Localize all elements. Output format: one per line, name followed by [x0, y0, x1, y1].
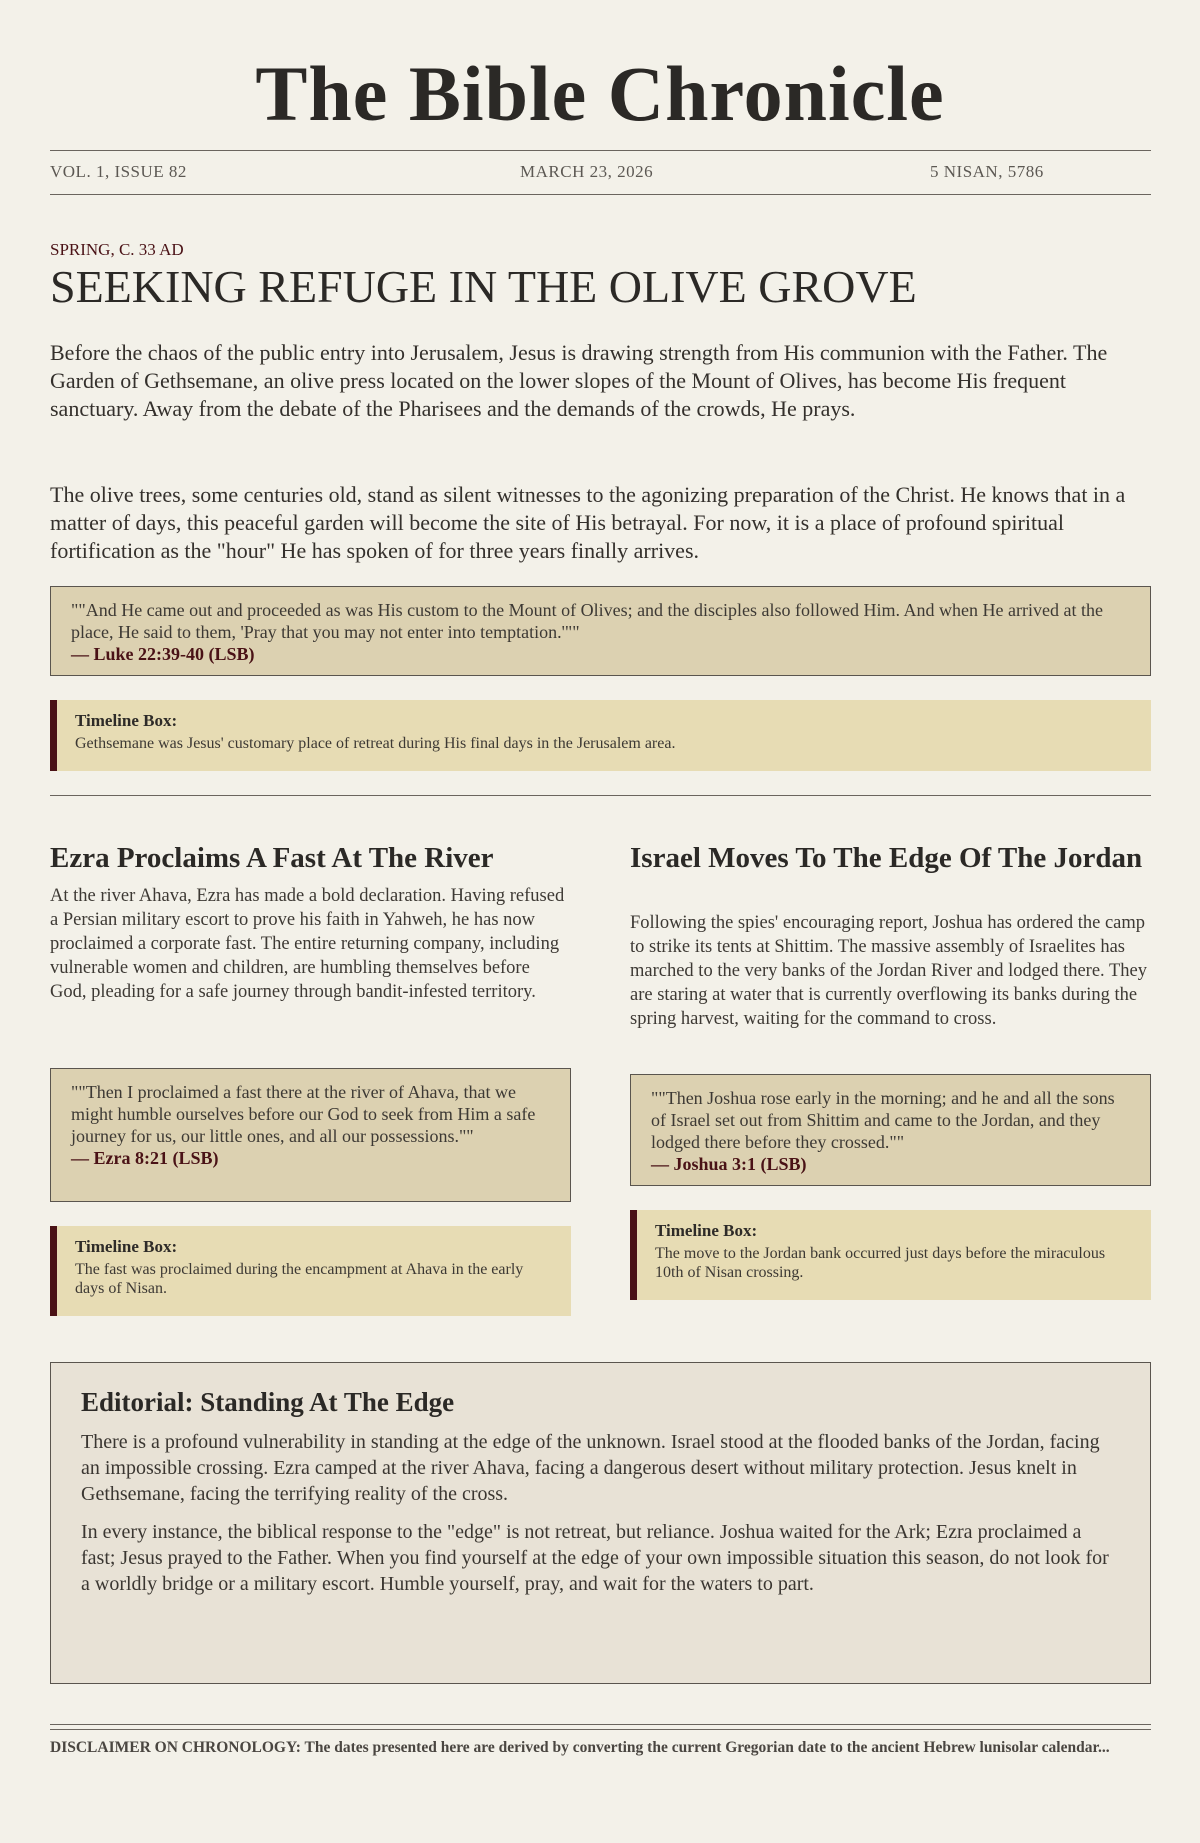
masthead-title: The Bible Chronicle	[255, 50, 945, 137]
quote-text: ""And He came out and proceeded as was His custom to the Mount of Olives; and the disciples also followed Him. And when He arrived at the place, He said to them, 'Pray that you may not enter into temptation.'""	[71, 600, 1103, 642]
joshua-scripture-quote	[630, 1074, 1151, 1186]
quote-reference: — Ezra 8:21 (LSB)	[71, 1148, 219, 1168]
timeline-label: Timeline Box:	[75, 711, 178, 730]
jordan-timeline-box	[630, 1210, 1151, 1300]
lead-timeline-box	[50, 700, 1151, 771]
chronology-disclaimer: DISCLAIMER ON CHRONOLOGY: The dates presented here are derived by converting the current Gregorian date to the ancient Hebrew lunisolar calendar...	[50, 1739, 1110, 1756]
quote-reference: — Luke 22:39-40 (LSB)	[71, 644, 255, 664]
publication-date: MARCH 23, 2026	[520, 162, 654, 181]
ezra-story-body: At the river Ahava, Ezra has made a bold declaration. Having refused a Persian military escort to prove his faith in Yahweh, he has now proclaimed a corporate fast. The entire returning company, including vulnerable women and children, are humbling themselves before God, pleading for a safe journey through bandit-infested territory.	[50, 886, 565, 1002]
jordan-story-body: Following the spies' encouraging report, Joshua has ordered the camp to strike its tents at Shittim. The massive assembly of Israelites has marched to the very banks of the Jordan River and lodged there. They are staring at water that is currently overflowing its banks during the spring harvest, waiting for the command to cross.	[630, 913, 1147, 1029]
timeline-text: The fast was proclaimed during the encampment at Ahava in the early days of Nisan.	[75, 1261, 524, 1297]
lead-scripture-quote	[50, 586, 1151, 676]
lead-headline: SEEKING REFUGE IN THE OLIVE GROVE	[50, 261, 917, 312]
issue-info-bar	[50, 162, 1151, 184]
masthead-top-rule	[50, 150, 1151, 151]
lead-paragraph-1: Before the chaos of the public entry into Jerusalem, Jesus is drawing strength from His communion with the Father. The Garden of Gethsemane, an olive press located on the lower slopes of the Mount of Olives, has become His frequent sanctuary. Away from the debate of the Pharisees and the demands of the crowds, He prays.	[50, 340, 1108, 421]
footer-rule-bottom	[50, 1729, 1151, 1730]
volume-issue: VOL. 1, ISSUE 82	[50, 162, 187, 181]
jordan-story-title: Israel Moves To The Edge Of The Jordan	[630, 842, 1143, 874]
quote-text: ""Then I proclaimed a fast there at the river of Ahava, that we might humble ourselves before our God to seek from Him a safe journey for us, our little ones, and all our possessions.""	[71, 1082, 536, 1146]
editorial-paragraph-2: In every instance, the biblical response to the "edge" is not retreat, but reliance. Joshua waited for the Ark; Ezra proclaimed a fast; Jesus prayed to the Father. When you find yourself at the edge of your own impossible situation this season, do not look for a worldly bridge or a military escort. Humble yourself, pray, and wait for the waters to part.	[81, 1521, 1109, 1595]
quote-reference: — Joshua 3:1 (LSB)	[651, 1154, 807, 1174]
quote-text: ""Then Joshua rose early in the morning; and he and all the sons of Israel set out from Shittim and came to the Jordan, and they lodged there before they crossed.""	[651, 1088, 1115, 1152]
section-divider	[50, 795, 1151, 796]
editorial-box	[50, 1362, 1151, 1684]
lead-paragraph-2: The olive trees, some centuries old, stand as silent witnesses to the agonizing preparation of the Christ. He knows that in a matter of days, this peaceful garden will become the site of His betrayal. For now, it is a place of profound spiritual fortification as the "hour" He has spoken of for three years finally arrives.	[50, 482, 1126, 563]
timeline-label: Timeline Box:	[655, 1221, 758, 1240]
lead-kicker: SPRING, C. 33 AD	[50, 240, 184, 259]
timeline-text: The move to the Jordan bank occurred just days before the miraculous 10th of Nisan crossing.	[655, 1245, 1106, 1281]
ezra-story-title: Ezra Proclaims A Fast At The River	[50, 842, 494, 874]
timeline-text: Gethsemane was Jesus' customary place of retreat during His final days in the Jerusalem area.	[75, 735, 676, 752]
footer-rule-top	[50, 1724, 1151, 1725]
hebrew-date: 5 NISAN, 5786	[930, 162, 1044, 181]
editorial-title: Editorial: Standing At The Edge	[81, 1387, 455, 1417]
ezra-timeline-box	[50, 1226, 571, 1316]
editorial-paragraph-1: There is a profound vulnerability in standing at the edge of the unknown. Israel stood at the flooded banks of the Jordan, facing an impossible crossing. Ezra camped at the river Ahava, facing a dangerous desert without military protection. Jesus knelt in Gethsemane, facing the terrifying reality of the cross.	[81, 1431, 1100, 1505]
timeline-label: Timeline Box:	[75, 1237, 178, 1256]
ezra-scripture-quote	[50, 1068, 571, 1202]
masthead-bottom-rule	[50, 194, 1151, 195]
